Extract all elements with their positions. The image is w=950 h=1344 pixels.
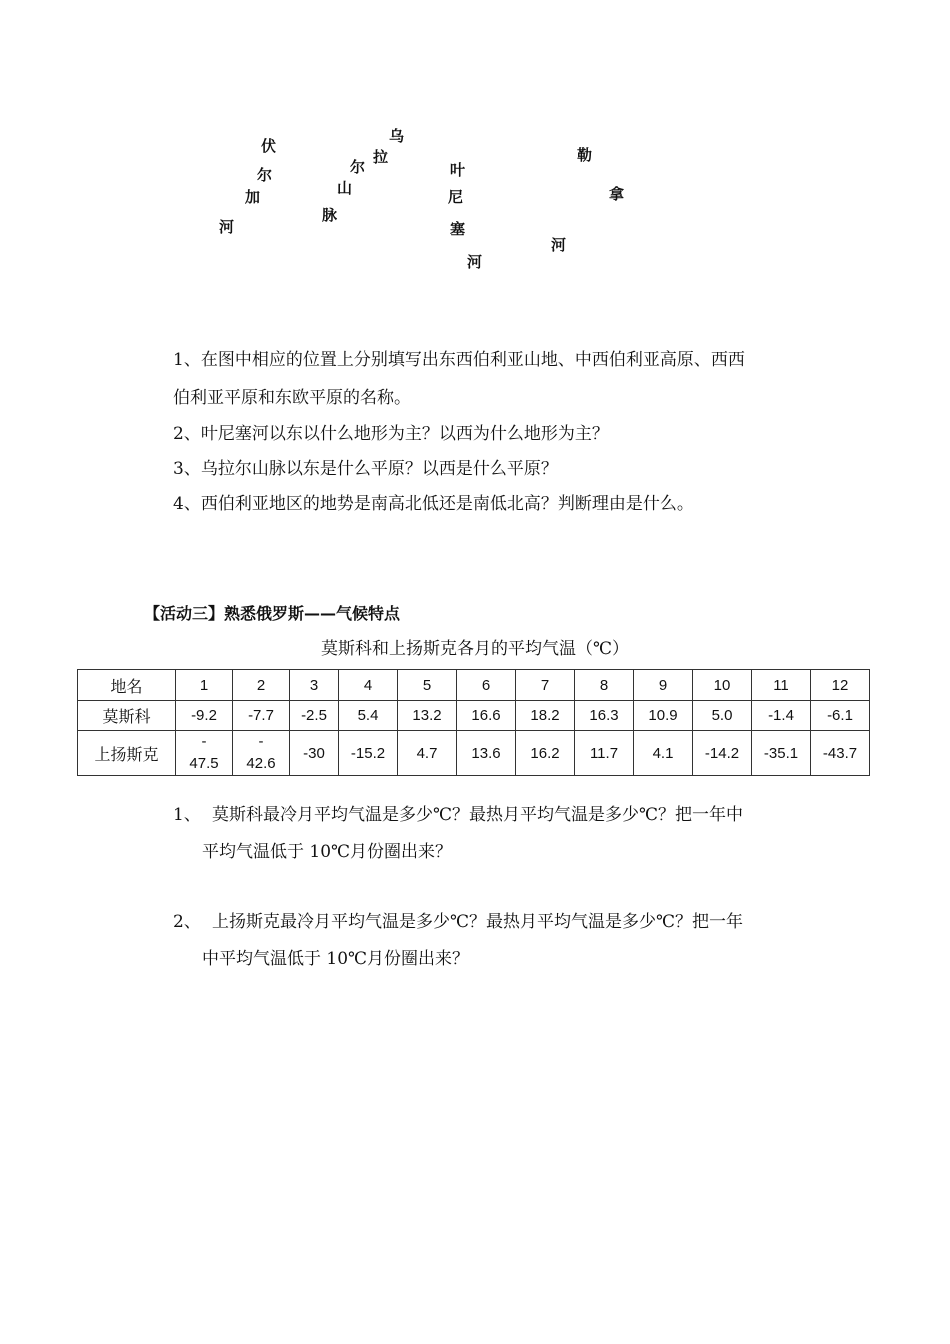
volga-char: 河 [219, 218, 235, 236]
table-cell: -30 [290, 731, 339, 776]
table-cell: -14.2 [693, 731, 752, 776]
header-cell: 3 [290, 670, 339, 701]
table-cell: 4.7 [398, 731, 457, 776]
table-cell: 5.0 [693, 701, 752, 731]
question-1-line-1: 1、在图中相应的位置上分别填写出东西伯利亚山地、中西伯利亚高原、西西 [173, 350, 745, 370]
ural-char: 脉 [322, 206, 338, 224]
question-line: 中平均气温低于 10℃月份圈出来？ [202, 949, 470, 969]
question-number: 2、 [173, 912, 201, 932]
header-cell: 6 [457, 670, 516, 701]
header-cell: 5 [398, 670, 457, 701]
header-cell: 8 [575, 670, 634, 701]
table-cell: 上扬斯克 [78, 731, 176, 776]
yenisei-char: 塞 [450, 220, 466, 238]
yenisei-char: 河 [467, 253, 483, 271]
header-cell: 10 [693, 670, 752, 701]
cell-line: 42.6 [246, 755, 276, 772]
table-cell: -7.7 [233, 701, 290, 731]
table-cell: 5.4 [339, 701, 398, 731]
volga-char: 尔 [257, 166, 273, 184]
question-line: 平均气温低于 10℃月份圈出来？ [202, 842, 453, 862]
ural-char: 拉 [373, 148, 389, 166]
question-line: 莫斯科最冷月平均气温是多少℃？最热月平均气温是多少℃？把一年中 [212, 805, 744, 825]
question-3: 3、乌拉尔山脉以东是什么平原？以西是什么平原？ [173, 459, 558, 479]
header-cell: 地名 [78, 670, 176, 701]
table-cell: 4.1 [634, 731, 693, 776]
yenisei-char: 叶 [450, 161, 466, 179]
table-cell-wrapped [233, 731, 290, 776]
table-cell: -2.5 [290, 701, 339, 731]
table-cell: 16.6 [457, 701, 516, 731]
lena-char: 拿 [609, 185, 625, 203]
table-cell: -1.4 [752, 701, 811, 731]
header-cell: 4 [339, 670, 398, 701]
header-cell: 1 [176, 670, 233, 701]
header-cell: 7 [516, 670, 575, 701]
question-1-line-2: 伯利亚平原和东欧平原的名称。 [173, 388, 411, 408]
question-number: 1、 [173, 805, 201, 825]
table-cell: 13.2 [398, 701, 457, 731]
yenisei-char: 尼 [448, 188, 464, 206]
ural-char: 乌 [389, 127, 405, 145]
table-cell: -6.1 [811, 701, 870, 731]
header-cell: 12 [811, 670, 870, 701]
table-cell: 10.9 [634, 701, 693, 731]
table-cell: 11.7 [575, 731, 634, 776]
table-cell: -35.1 [752, 731, 811, 776]
table-cell: 16.3 [575, 701, 634, 731]
question-line: 上扬斯克最冷月平均气温是多少℃？最热月平均气温是多少℃？把一年 [212, 912, 744, 932]
cell-line: 47.5 [189, 755, 219, 772]
table-row-moscow [78, 701, 870, 731]
volga-char: 伏 [261, 137, 277, 155]
volga-char: 加 [245, 188, 261, 206]
table-header-row [78, 670, 870, 701]
cell-line: - [258, 733, 264, 750]
table-cell: 16.2 [516, 731, 575, 776]
table-cell: -15.2 [339, 731, 398, 776]
table-cell-wrapped [176, 731, 233, 776]
lena-char: 河 [551, 236, 567, 254]
header-cell: 2 [233, 670, 290, 701]
table-cell: 18.2 [516, 701, 575, 731]
activity-3-heading: 【活动三】熟悉俄罗斯——气候特点 [144, 604, 401, 623]
table-cell: -43.7 [811, 731, 870, 776]
temperature-table [77, 669, 870, 776]
question-2: 2、叶尼塞河以东以什么地形为主？以西为什么地形为主？ [173, 424, 609, 444]
header-cell: 9 [634, 670, 693, 701]
header-cell: 11 [752, 670, 811, 701]
table-row-verkhoyansk [78, 731, 870, 776]
ural-char: 尔 [350, 158, 366, 176]
cell-line: - [201, 733, 207, 750]
lena-char: 勒 [577, 146, 593, 164]
table-cell: 13.6 [457, 731, 516, 776]
ural-char: 山 [337, 179, 353, 197]
question-4: 4、西伯利亚地区的地势是南高北低还是南低北高？判断理由是什么。 [173, 494, 694, 514]
table-cell: 莫斯科 [78, 701, 176, 731]
table-cell: -9.2 [176, 701, 233, 731]
table-caption: 莫斯科和上扬斯克各月的平均气温（℃） [320, 639, 630, 659]
